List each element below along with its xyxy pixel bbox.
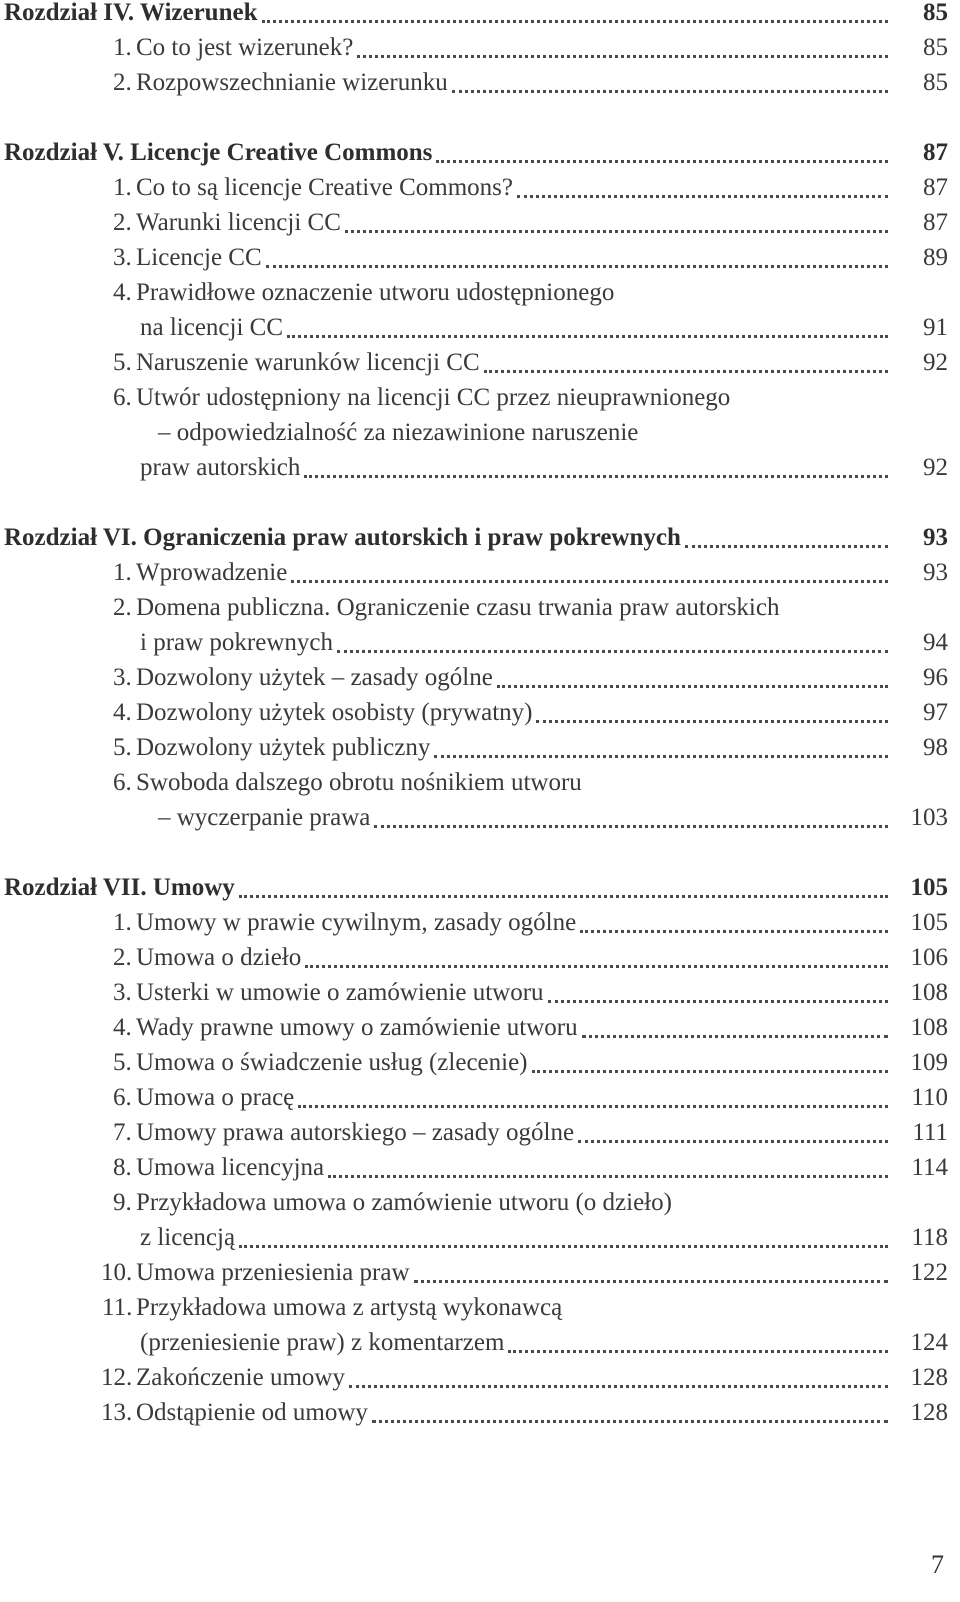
entry-number: 1. xyxy=(113,909,132,936)
entry-number: 4. xyxy=(113,1014,132,1041)
entry-title: Usterki w umowie o zamówienie utworu xyxy=(136,979,544,1006)
entry-title: Umowa licencyjna xyxy=(136,1154,325,1181)
entry-title: Warunki licencji CC xyxy=(136,209,341,236)
entry-title: Domena publiczna. Ograniczenie czasu trwania praw autorskich xyxy=(136,594,780,621)
leader-dots xyxy=(328,1175,888,1178)
leader-dots xyxy=(508,1350,888,1353)
toc-entry xyxy=(4,170,948,206)
toc-entry xyxy=(4,1290,948,1326)
toc-entry xyxy=(4,1220,948,1256)
leader-dots xyxy=(305,965,888,968)
leader-dots xyxy=(345,230,888,233)
entry-title: (przeniesienie praw) z komentarzem xyxy=(140,1329,505,1356)
page-ref: 106 xyxy=(910,944,948,971)
toc-entry xyxy=(4,800,948,836)
entry-number: 6. xyxy=(113,384,132,411)
leader-dots xyxy=(497,685,888,688)
leader-dots xyxy=(434,755,888,758)
leader-dots xyxy=(685,545,888,548)
page-ref: 96 xyxy=(923,664,948,691)
toc-entry xyxy=(4,625,948,661)
page-ref: 94 xyxy=(923,629,948,656)
page-ref: 97 xyxy=(923,699,948,726)
toc-entry xyxy=(4,590,948,626)
toc-entry xyxy=(4,1395,948,1431)
entry-number: 7. xyxy=(113,1119,132,1146)
page-ref: 85 xyxy=(923,34,948,61)
toc-entry xyxy=(4,1115,948,1151)
toc-entry xyxy=(4,730,948,766)
entry-title: – odpowiedzialność za niezawinione naruszenie xyxy=(158,419,639,446)
entry-title: Odstąpienie od umowy xyxy=(136,1399,368,1426)
toc-entry xyxy=(4,415,948,451)
page-ref: 124 xyxy=(910,1329,948,1356)
entry-number: 2. xyxy=(113,209,132,236)
entry-number: 3. xyxy=(113,664,132,691)
toc-entry xyxy=(4,940,948,976)
entry-number: 1. xyxy=(113,34,132,61)
page-ref: 122 xyxy=(910,1259,948,1286)
leader-dots xyxy=(262,20,888,23)
entry-number: 8. xyxy=(113,1154,132,1181)
leader-dots xyxy=(548,1000,888,1003)
entry-number: 5. xyxy=(113,734,132,761)
entry-number: 6. xyxy=(113,769,132,796)
leader-dots xyxy=(372,1420,888,1423)
entry-title: i praw pokrewnych xyxy=(140,629,333,656)
toc-entry xyxy=(4,1325,948,1361)
entry-title: praw autorskich xyxy=(140,454,301,481)
chapter-title: Rozdział IV. Wizerunek xyxy=(4,0,258,26)
page-ref: 92 xyxy=(923,454,948,481)
page-ref: 110 xyxy=(911,1084,948,1111)
page-ref: 118 xyxy=(911,1224,948,1251)
entry-number: 4. xyxy=(113,699,132,726)
page-ref: 93 xyxy=(923,524,948,551)
leader-dots xyxy=(374,825,888,828)
entry-number: 3. xyxy=(113,979,132,1006)
page-ref: 128 xyxy=(910,1399,948,1426)
entry-number: 2. xyxy=(113,594,132,621)
entry-title: Przykładowa umowa o zamówienie utworu (o dzieło) xyxy=(136,1189,672,1216)
leader-dots xyxy=(337,650,888,653)
toc-entry xyxy=(4,380,948,416)
toc-entry xyxy=(4,975,948,1011)
toc-entry xyxy=(4,65,948,101)
entry-number: 4. xyxy=(113,279,132,306)
page-ref: 87 xyxy=(923,209,948,236)
entry-title: Wady prawne umowy o zamówienie utworu xyxy=(136,1014,578,1041)
toc-entry xyxy=(4,1255,948,1291)
leader-dots xyxy=(517,195,888,198)
page-ref: 89 xyxy=(923,244,948,271)
page-ref: 93 xyxy=(923,559,948,586)
entry-title: Umowa przeniesienia praw xyxy=(136,1259,410,1286)
entry-title: Umowy prawa autorskiego – zasady ogólne xyxy=(136,1119,575,1146)
entry-title: Umowa o pracę xyxy=(136,1084,295,1111)
entry-number: 9. xyxy=(113,1189,132,1216)
chapter-heading xyxy=(4,520,948,556)
page-ref: 128 xyxy=(910,1364,948,1391)
entry-title: Dozwolony użytek publiczny xyxy=(136,734,431,761)
toc-entry xyxy=(4,905,948,941)
chapter-title: Rozdział VI. Ograniczenia praw autorskich i praw pokrewnych xyxy=(4,524,681,551)
toc-entry xyxy=(4,310,948,346)
leader-dots xyxy=(357,55,888,58)
page-number: 7 xyxy=(931,1550,944,1579)
entry-number: 6. xyxy=(113,1084,132,1111)
toc-entry xyxy=(4,240,948,276)
entry-title: Umowa o dzieło xyxy=(136,944,302,971)
toc-entry xyxy=(4,765,948,801)
page-ref: 85 xyxy=(923,0,948,26)
chapter-heading xyxy=(4,870,948,906)
toc-entry xyxy=(4,660,948,696)
leader-dots xyxy=(582,1035,888,1038)
toc-entry xyxy=(4,695,948,731)
toc-entry xyxy=(4,275,948,311)
page-ref: 105 xyxy=(910,909,948,936)
toc-entry xyxy=(4,450,948,486)
page-ref: 111 xyxy=(912,1119,948,1146)
toc-entry xyxy=(4,345,948,381)
entry-title: Rozpowszechnianie wizerunku xyxy=(136,69,448,96)
entry-number: 2. xyxy=(113,69,132,96)
leader-dots xyxy=(532,1070,888,1073)
entry-title: Umowy w prawie cywilnym, zasady ogólne xyxy=(136,909,577,936)
entry-number: 10. xyxy=(101,1259,133,1286)
page-ref: 87 xyxy=(923,139,948,166)
chapter-heading xyxy=(4,0,948,31)
page-ref: 85 xyxy=(923,69,948,96)
entry-number: 12. xyxy=(101,1364,133,1391)
page-ref: 108 xyxy=(910,1014,948,1041)
leader-dots xyxy=(287,335,888,338)
chapter-heading xyxy=(4,135,948,171)
leader-dots xyxy=(536,720,888,723)
leader-dots xyxy=(452,90,888,93)
page-ref: 91 xyxy=(923,314,948,341)
entry-number: 1. xyxy=(113,174,132,201)
page-ref: 109 xyxy=(910,1049,948,1076)
toc-entry xyxy=(4,1360,948,1396)
leader-dots xyxy=(578,1140,888,1143)
leader-dots xyxy=(436,160,888,163)
toc-entry xyxy=(4,1080,948,1116)
entry-title: Umowa o świadczenie usług (zlecenie) xyxy=(136,1049,528,1076)
page-ref: 98 xyxy=(923,734,948,761)
entry-title: Utwór udostępniony na licencji CC przez nieuprawnionego xyxy=(136,384,731,411)
entry-number: 5. xyxy=(113,1049,132,1076)
leader-dots xyxy=(291,580,888,583)
leader-dots xyxy=(484,370,888,373)
toc-entry xyxy=(4,1150,948,1186)
entry-title: Prawidłowe oznaczenie utworu udostępnionego xyxy=(136,279,615,306)
entry-title: Zakończenie umowy xyxy=(136,1364,345,1391)
entry-title: Naruszenie warunków licencji CC xyxy=(136,349,480,376)
leader-dots xyxy=(414,1280,888,1283)
entry-number: 1. xyxy=(113,559,132,586)
entry-number: 2. xyxy=(113,944,132,971)
entry-title: na licencji CC xyxy=(140,314,284,341)
entry-title: Wprowadzenie xyxy=(136,559,288,586)
chapter-title: Rozdział VII. Umowy xyxy=(4,874,235,901)
page-ref: 114 xyxy=(911,1154,948,1181)
entry-title: Przykładowa umowa z artystą wykonawcą xyxy=(136,1294,563,1321)
entry-title: – wyczerpanie prawa xyxy=(158,804,371,831)
leader-dots xyxy=(239,1245,888,1248)
entry-number: 13. xyxy=(101,1399,133,1426)
toc-entry xyxy=(4,555,948,591)
chapter-title: Rozdział V. Licencje Creative Commons xyxy=(4,139,433,166)
leader-dots xyxy=(298,1105,888,1108)
toc-entry xyxy=(4,1185,948,1221)
entry-number: 5. xyxy=(113,349,132,376)
entry-title: Swoboda dalszego obrotu nośnikiem utworu xyxy=(136,769,582,796)
entry-title: Dozwolony użytek osobisty (prywatny) xyxy=(136,699,533,726)
page-ref: 87 xyxy=(923,174,948,201)
page-ref: 92 xyxy=(923,349,948,376)
entry-title: Licencje CC xyxy=(136,244,262,271)
entry-title: Co to są licencje Creative Commons? xyxy=(136,174,513,201)
leader-dots xyxy=(580,930,888,933)
toc-entry xyxy=(4,205,948,241)
page-ref: 103 xyxy=(910,804,948,831)
leader-dots xyxy=(349,1385,888,1388)
page-ref: 105 xyxy=(910,874,948,901)
entry-title: z licencją xyxy=(140,1224,236,1251)
toc-entry xyxy=(4,1010,948,1046)
leader-dots xyxy=(239,895,888,898)
entry-title: Dozwolony użytek – zasady ogólne xyxy=(136,664,493,691)
toc-entry xyxy=(4,1045,948,1081)
page-ref: 108 xyxy=(910,979,948,1006)
entry-number: 11. xyxy=(102,1294,133,1321)
leader-dots xyxy=(266,265,888,268)
leader-dots xyxy=(304,475,888,478)
entry-title: Co to jest wizerunek? xyxy=(136,34,354,61)
toc-entry xyxy=(4,30,948,66)
entry-number: 3. xyxy=(113,244,132,271)
